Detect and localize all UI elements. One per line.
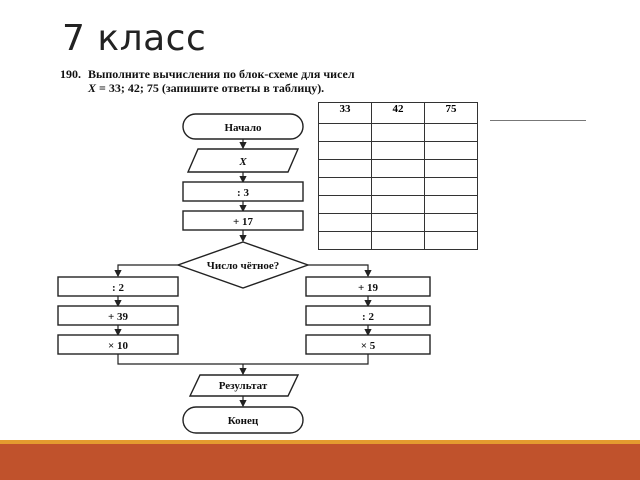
condition-node — [178, 242, 308, 288]
add-17-label: + 17 — [232, 216, 254, 228]
footer-band — [0, 444, 640, 480]
end-label: Конец — [227, 415, 259, 427]
divide-by-3-block — [183, 182, 303, 201]
left-step-3-label: × 10 — [107, 340, 129, 352]
left-step-1-label: : 2 — [112, 282, 124, 294]
table-header-cell: 42 — [372, 103, 425, 124]
slide-title: 7 класс — [62, 18, 207, 59]
task-line-1-text: Выполните вычисления по блок-схеме для чисел — [88, 67, 355, 81]
divide-by-3-label: : 3 — [237, 187, 249, 199]
start-label: Начало — [224, 122, 262, 134]
task-x-variable: X — [88, 81, 97, 95]
result-label: Результат — [218, 380, 268, 392]
start-node — [183, 114, 303, 139]
left-step-2-label: + 39 — [107, 311, 129, 323]
end-node — [183, 407, 303, 433]
input-node — [188, 149, 298, 172]
task-line-2-text: = 33; 42; 75 (запишите ответы в таблицу). — [99, 81, 325, 95]
add-17-block — [183, 211, 303, 230]
right-step-2-label: : 2 — [362, 311, 374, 323]
condition-label: Число чётное? — [206, 260, 280, 272]
table-header-cell: 33 — [319, 103, 372, 124]
result-node — [190, 375, 298, 396]
right-branch — [306, 277, 430, 354]
input-label: X — [239, 156, 247, 168]
task-number: 190. — [60, 67, 81, 81]
table-header-cell: 75 — [425, 103, 478, 124]
left-branch — [58, 277, 178, 354]
right-step-3-label: × 5 — [360, 340, 376, 352]
right-step-1-label: + 19 — [357, 282, 379, 294]
